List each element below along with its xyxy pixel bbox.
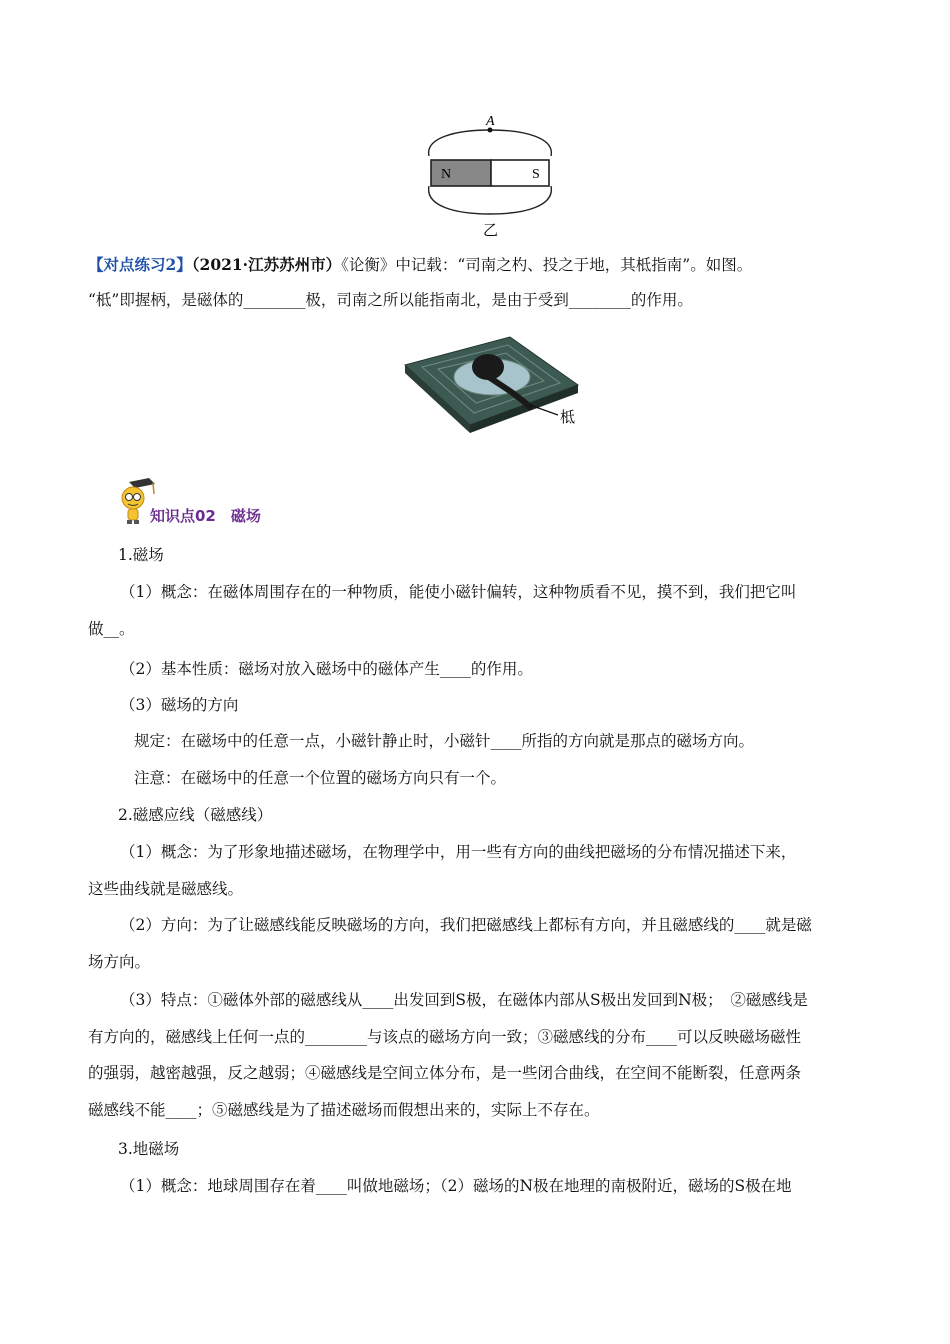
handle-pointer <box>530 405 558 415</box>
label-a: A <box>486 114 495 129</box>
section-1-p2: （2）基本性质：磁场对放入磁场中的磁体产生____的作用。 <box>120 660 533 678</box>
field-loop-top <box>429 130 552 156</box>
section-1-rule: 规定：在磁场中的任意一点，小磁针静止时，小磁针____所指的方向就是那点的磁场方向。 <box>134 732 755 750</box>
magnet-s-label: S <box>532 167 540 182</box>
magnet-north-half <box>431 160 491 186</box>
sinan-figure <box>400 325 590 450</box>
exercise-tag: 【对点练习2】 <box>88 255 192 274</box>
magnet-south-half <box>491 160 549 186</box>
exercise-line-1 <box>88 246 866 284</box>
section-2-title: 2.磁感应线（磁感线） <box>118 806 273 824</box>
handle-label: 柢 <box>560 408 576 426</box>
section-3-title: 3.地磁场 <box>118 1140 180 1158</box>
section-2-p2: （2）方向：为了让磁感线能反映磁场的方向，我们把磁感线上都标有方向，并且磁感线的____就是磁 场方向。 <box>88 916 812 971</box>
section-1-p3: （3）磁场的方向 <box>120 696 239 714</box>
exercise-question-start: 《论衡》中记载：“司南之杓、投之于地，其柢指南”。如图。 <box>341 256 753 274</box>
section-1-p1: （1）概念：在磁体周围存在的一种物质，能使小磁针偏转，这种物质看不见，摸不到，我们把它叫 做__。 <box>88 583 797 638</box>
exercise-line-2: “柢”即握柄，是磁体的________极，司南之所以能指南北，是由于受到________的作用。 <box>88 291 693 309</box>
section-1-note: 注意：在磁场中的任意一个位置的磁场方向只有一个。 <box>134 769 507 787</box>
field-loop-bottom <box>429 186 552 214</box>
magnet-n-label: N <box>441 167 452 182</box>
section-1-title: 1.磁场 <box>118 546 164 564</box>
section-2-p3: （3）特点：①磁体外部的磁感线从____出发回到S极，在磁体内部从S极出发回到N极； ②磁感线是 有方向的，磁感线上任何一点的________与该点的磁场方向一致；③磁感线的分布____可以反映磁场磁性 的强弱，越密越强，反之越弱；④磁感线是空间立体分布，是一些闭合曲线，在空间不能断裂，任意两条 磁感线不能____；⑤磁感线是为了描述磁场而假想出来的，实际上不存在。 <box>88 991 808 1119</box>
label-yi: 乙 <box>483 221 499 239</box>
section-2-p1: （1）概念：为了形象地描述磁场，在物理学中，用一些有方向的曲线把磁场的分布情况描述下来， 这些曲线就是磁感线。 <box>88 843 797 898</box>
magnet-figure <box>415 108 565 243</box>
knowledge-point-title: 知识点02 磁场 <box>150 507 261 525</box>
section-3-p1: （1）概念：地球周围存在着____叫做地磁场；（2）磁场的N极在地理的南极附近，磁场的S极在地 <box>120 1177 792 1195</box>
exercise-source: （2021·江苏苏州市） <box>191 255 342 274</box>
